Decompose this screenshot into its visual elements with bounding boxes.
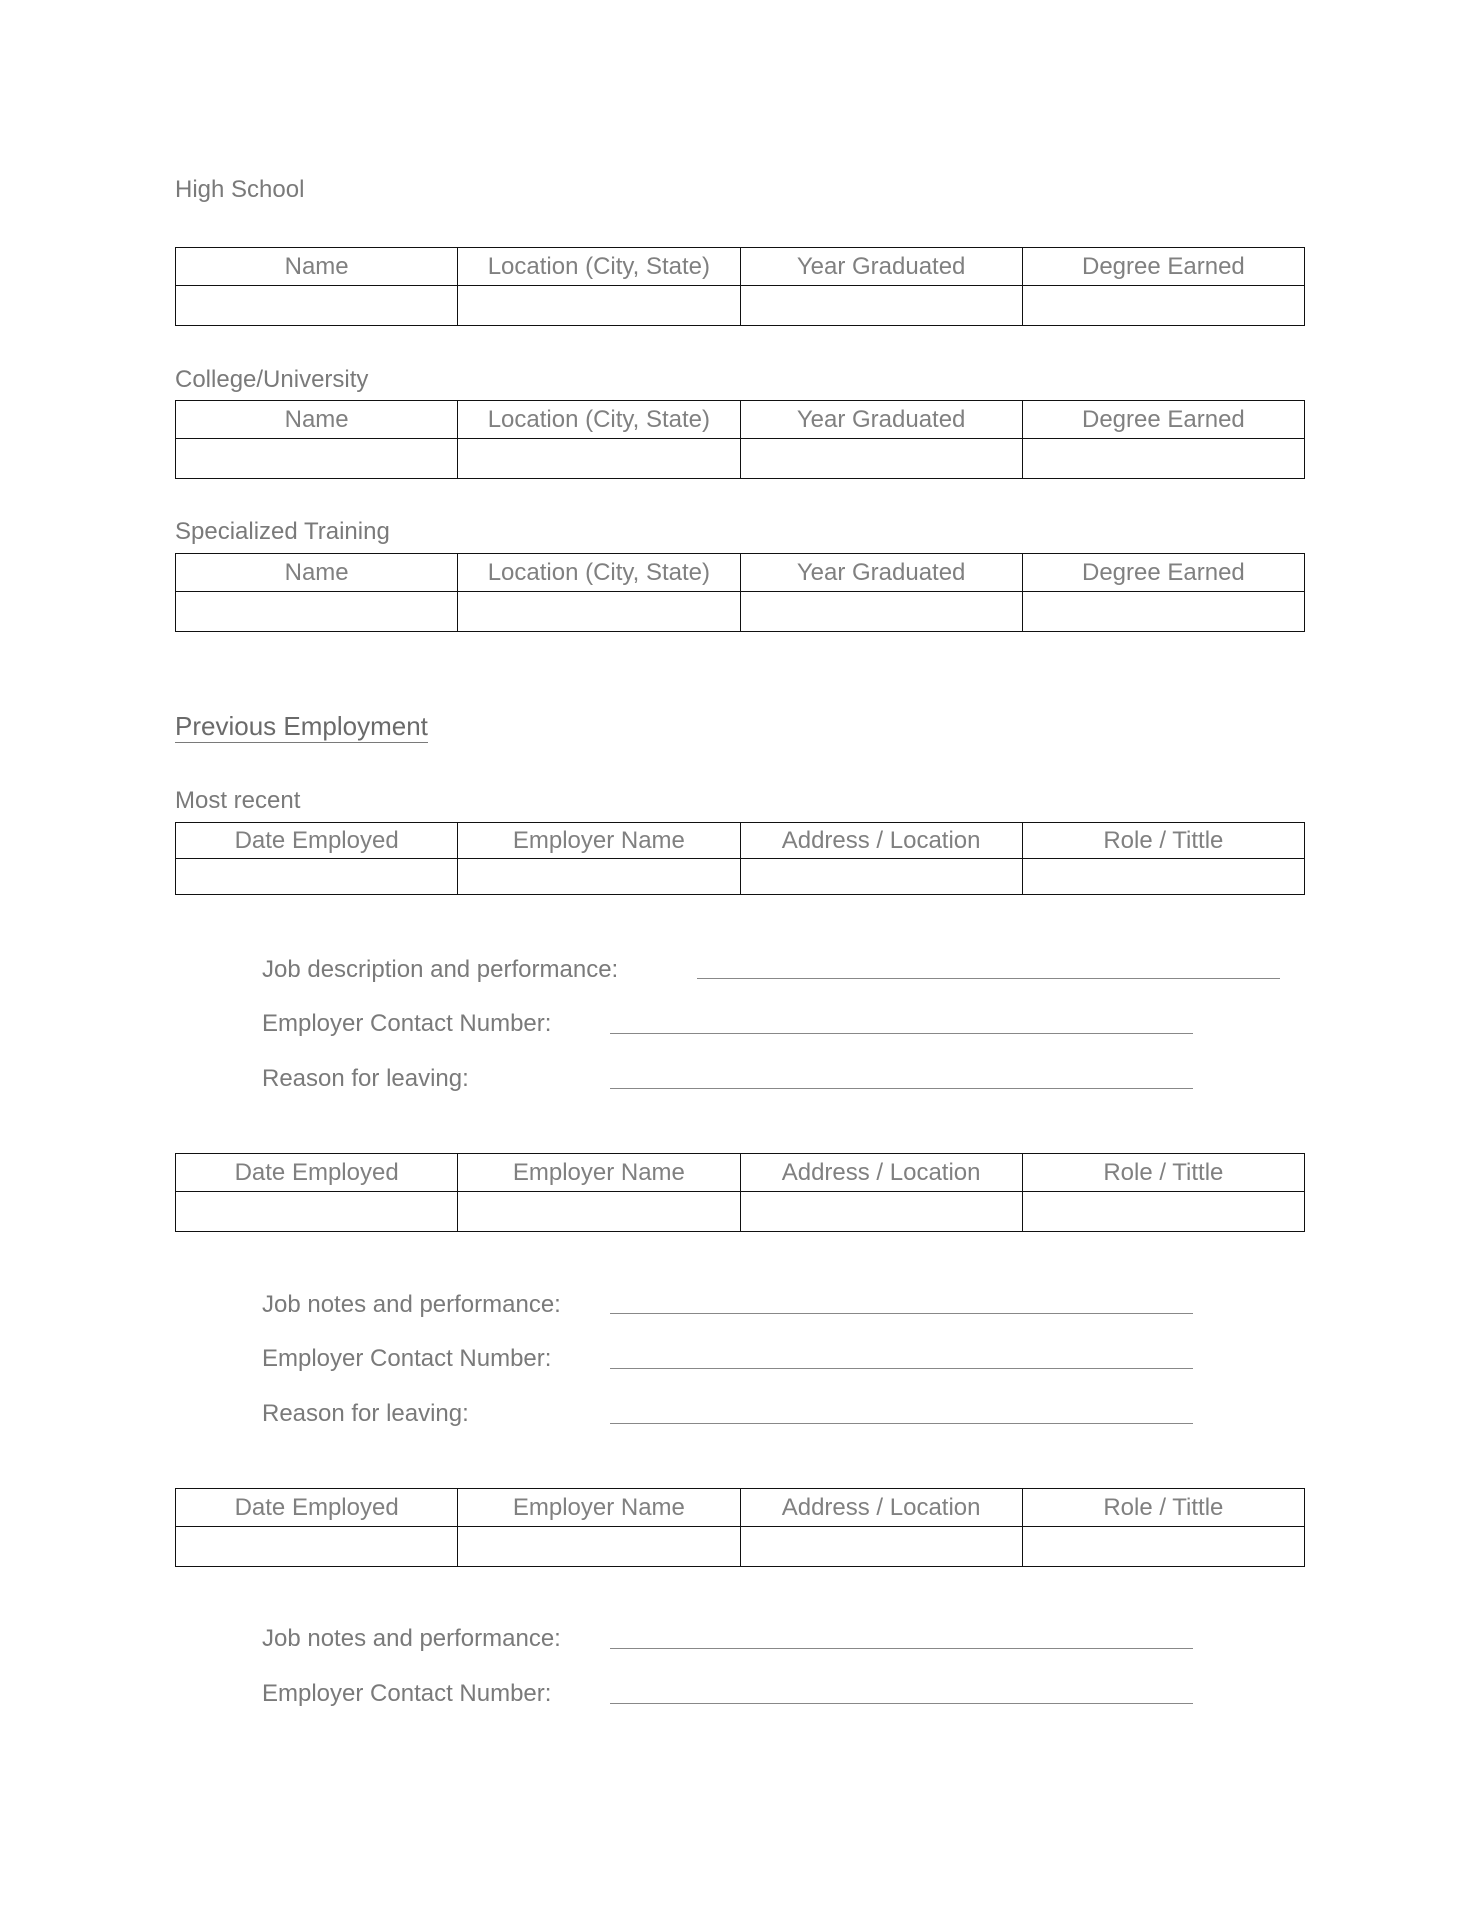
- job3-notes-label: Job notes and performance:: [262, 1625, 561, 1652]
- job1-date-cell[interactable]: [176, 859, 458, 895]
- table-row: [176, 859, 1305, 895]
- employment-table-1: [175, 822, 1305, 895]
- employment-table-2: [175, 1153, 1305, 1232]
- column-header-employer-name: Employer Name: [458, 823, 740, 859]
- job2-contact-label: Employer Contact Number:: [262, 1345, 552, 1372]
- job2-notes-label: Job notes and performance:: [262, 1291, 561, 1318]
- table-row: [176, 439, 1305, 479]
- job1-reason-line[interactable]: [610, 1088, 1193, 1089]
- table-header-row: [176, 823, 1305, 859]
- high-school-table: [175, 247, 1305, 326]
- column-header-employer-name: Employer Name: [458, 1489, 740, 1527]
- job1-contact-line[interactable]: [610, 1033, 1193, 1034]
- table-header-row: [176, 1154, 1305, 1192]
- high-school-year-cell[interactable]: [740, 286, 1022, 326]
- high-school-degree-cell[interactable]: [1022, 286, 1304, 326]
- job2-contact-line[interactable]: [610, 1368, 1193, 1369]
- college-table: [175, 400, 1305, 479]
- column-header-employer-name: Employer Name: [458, 1154, 740, 1192]
- college-location-cell[interactable]: [458, 439, 740, 479]
- table-row: [176, 1192, 1305, 1232]
- most-recent-label: Most recent: [175, 787, 301, 814]
- column-header-degree-earned: Degree Earned: [1022, 554, 1304, 592]
- column-header-name: Name: [176, 554, 458, 592]
- column-header-location: Location (City, State): [458, 248, 740, 286]
- high-school-label: High School: [175, 176, 305, 203]
- column-header-year-graduated: Year Graduated: [740, 248, 1022, 286]
- job3-date-cell[interactable]: [176, 1527, 458, 1567]
- college-degree-cell[interactable]: [1022, 439, 1304, 479]
- training-degree-cell[interactable]: [1022, 592, 1304, 632]
- column-header-location: Location (City, State): [458, 401, 740, 439]
- job1-address-cell[interactable]: [740, 859, 1022, 895]
- column-header-role: Role / Tittle: [1022, 1489, 1304, 1527]
- column-header-year-graduated: Year Graduated: [740, 401, 1022, 439]
- column-header-name: Name: [176, 248, 458, 286]
- job3-notes-line[interactable]: [610, 1648, 1193, 1649]
- job2-role-cell[interactable]: [1022, 1192, 1304, 1232]
- training-label: Specialized Training: [175, 518, 390, 545]
- job1-contact-label: Employer Contact Number:: [262, 1010, 552, 1037]
- column-header-date-employed: Date Employed: [176, 1154, 458, 1192]
- previous-employment-heading: Previous Employment: [175, 711, 428, 741]
- column-header-date-employed: Date Employed: [176, 1489, 458, 1527]
- job3-employer-cell[interactable]: [458, 1527, 740, 1567]
- high-school-name-cell[interactable]: [176, 286, 458, 326]
- column-header-name: Name: [176, 401, 458, 439]
- job2-reason-label: Reason for leaving:: [262, 1400, 469, 1427]
- table-header-row: [176, 401, 1305, 439]
- table-header-row: [176, 248, 1305, 286]
- column-header-address: Address / Location: [740, 823, 1022, 859]
- job3-role-cell[interactable]: [1022, 1527, 1304, 1567]
- job2-employer-cell[interactable]: [458, 1192, 740, 1232]
- column-header-date-employed: Date Employed: [176, 823, 458, 859]
- training-table: [175, 553, 1305, 632]
- job2-date-cell[interactable]: [176, 1192, 458, 1232]
- table-header-row: [176, 554, 1305, 592]
- college-name-cell[interactable]: [176, 439, 458, 479]
- employment-table-3: [175, 1488, 1305, 1567]
- training-name-cell[interactable]: [176, 592, 458, 632]
- training-year-cell[interactable]: [740, 592, 1022, 632]
- college-label: College/University: [175, 366, 369, 393]
- job2-address-cell[interactable]: [740, 1192, 1022, 1232]
- column-header-role: Role / Tittle: [1022, 823, 1304, 859]
- job1-reason-label: Reason for leaving:: [262, 1065, 469, 1092]
- table-row: [176, 592, 1305, 632]
- column-header-role: Role / Tittle: [1022, 1154, 1304, 1192]
- high-school-location-cell[interactable]: [458, 286, 740, 326]
- job1-description-line[interactable]: [697, 978, 1280, 979]
- column-header-address: Address / Location: [740, 1489, 1022, 1527]
- column-header-degree-earned: Degree Earned: [1022, 248, 1304, 286]
- table-row: [176, 1527, 1305, 1567]
- college-year-cell[interactable]: [740, 439, 1022, 479]
- job2-notes-line[interactable]: [610, 1313, 1193, 1314]
- job3-address-cell[interactable]: [740, 1527, 1022, 1567]
- table-header-row: [176, 1489, 1305, 1527]
- column-header-degree-earned: Degree Earned: [1022, 401, 1304, 439]
- job3-contact-label: Employer Contact Number:: [262, 1680, 552, 1707]
- column-header-year-graduated: Year Graduated: [740, 554, 1022, 592]
- job2-reason-line[interactable]: [610, 1423, 1193, 1424]
- table-row: [176, 286, 1305, 326]
- training-location-cell[interactable]: [458, 592, 740, 632]
- column-header-address: Address / Location: [740, 1154, 1022, 1192]
- job1-employer-cell[interactable]: [458, 859, 740, 895]
- job1-description-label: Job description and performance:: [262, 956, 619, 983]
- job1-role-cell[interactable]: [1022, 859, 1304, 895]
- column-header-location: Location (City, State): [458, 554, 740, 592]
- job3-contact-line[interactable]: [610, 1703, 1193, 1704]
